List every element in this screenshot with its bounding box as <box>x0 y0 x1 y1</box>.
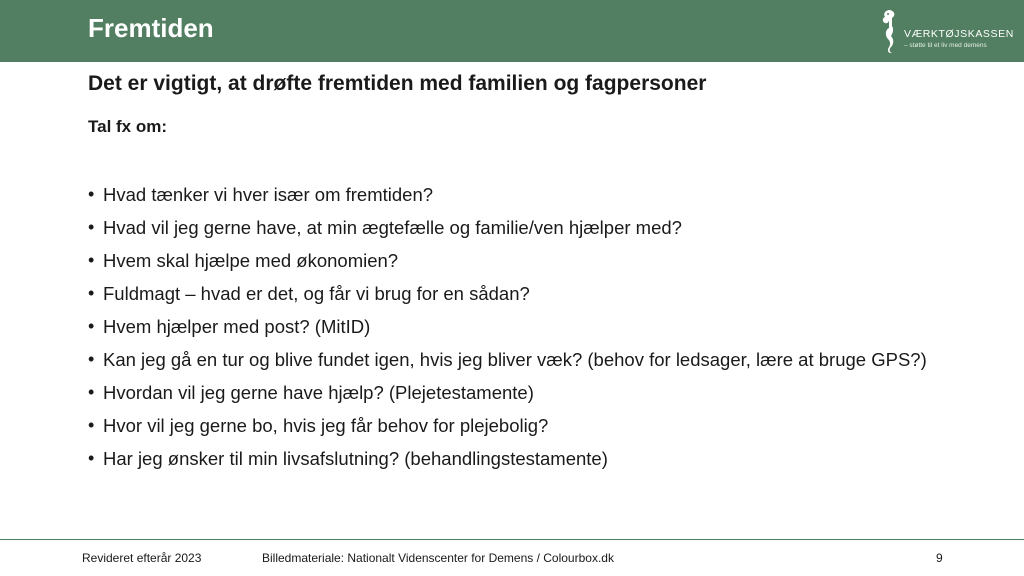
bullet-text: Hvem skal hjælpe med økonomien? <box>103 250 399 271</box>
footer-divider <box>0 539 1024 540</box>
bullet-text: Har jeg ønsker til min livsafslutning? (behandlingstestamente) <box>103 448 608 469</box>
bullet-dot: • <box>88 415 95 435</box>
slide-subtitle: Det er vigtigt, at drøfte fremtiden med familien og fagpersoner <box>88 72 707 95</box>
seahorse-icon <box>878 8 902 56</box>
bullet-item <box>88 376 927 409</box>
logo-name: VÆRKTØJSKASSEN <box>904 28 1014 40</box>
header-bar <box>0 0 1024 62</box>
bullet-item <box>88 178 927 211</box>
bullet-item <box>88 211 927 244</box>
bullet-dot: • <box>88 250 95 270</box>
bullet-text: Hvad tænker vi hver især om fremtiden? <box>103 184 434 205</box>
bullet-dot: • <box>88 448 95 468</box>
bullet-item <box>88 409 927 442</box>
bullet-item <box>88 277 927 310</box>
bullet-dot: • <box>88 349 95 369</box>
bullet-item <box>88 244 927 277</box>
bullet-text: Fuldmagt – hvad er det, og får vi brug for en sådan? <box>103 283 530 304</box>
page-number: 9 <box>936 551 943 565</box>
bullet-item <box>88 343 927 376</box>
footer-credits: Billedmateriale: Nationalt Videnscenter for Demens / Colourbox.dk <box>262 551 614 565</box>
bullet-list <box>88 178 927 475</box>
bullet-text: Hvor vil jeg gerne bo, hvis jeg får behov for plejebolig? <box>103 415 549 436</box>
bullet-dot: • <box>88 316 95 336</box>
intro-text: Tal fx om: <box>88 117 168 136</box>
bullet-dot: • <box>88 184 95 204</box>
bullet-item <box>88 310 927 343</box>
logo-tagline: – støtte til et liv med demens <box>904 42 987 49</box>
footer-revised: Revideret efterår 2023 <box>82 551 202 565</box>
bullet-text: Hvem hjælper med post? (MitID) <box>103 316 371 337</box>
bullet-text: Hvad vil jeg gerne have, at min ægtefælle og familie/ven hjælper med? <box>103 217 682 238</box>
bullet-text: Kan jeg gå en tur og blive fundet igen, hvis jeg bliver væk? (behov for ledsager, lære at bruge GPS?) <box>103 349 927 370</box>
bullet-text: Hvordan vil jeg gerne have hjælp? (Plejetestamente) <box>103 382 534 403</box>
bullet-dot: • <box>88 217 95 237</box>
bullet-item <box>88 442 927 475</box>
bullet-dot: • <box>88 283 95 303</box>
logo <box>876 6 1016 58</box>
bullet-dot: • <box>88 382 95 402</box>
slide-title: Fremtiden <box>88 13 214 43</box>
